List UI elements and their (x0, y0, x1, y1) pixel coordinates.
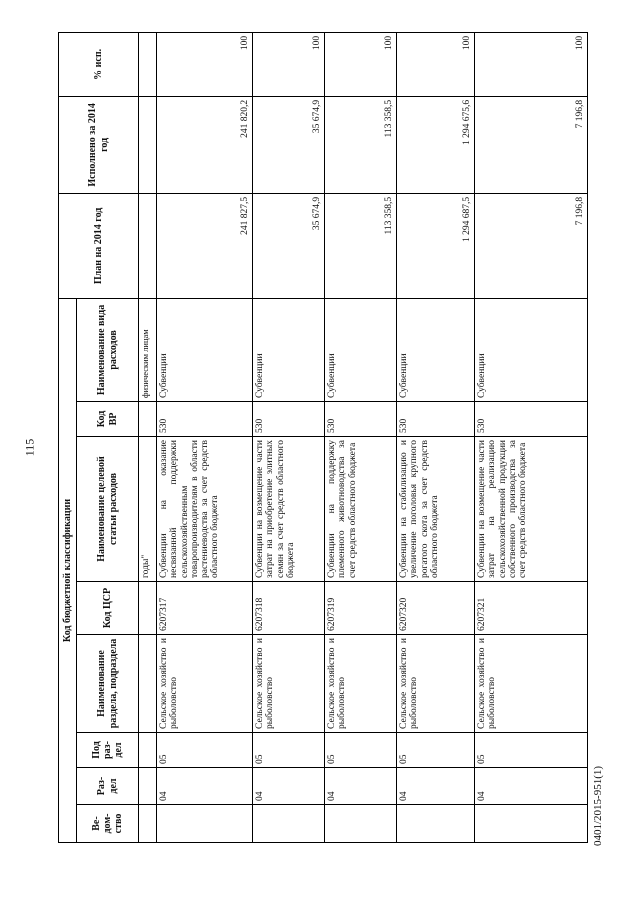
header-section-name: Наименование раздела, подраздела (77, 635, 139, 733)
table-row (475, 32, 588, 842)
cell-target-name: Субвенции на возмещение части затрат на приобретение элитных семян за счет средств областного бюджета (253, 437, 325, 582)
cell-podrazdel: 05 (325, 733, 397, 768)
cell-razdel: 04 (397, 768, 475, 805)
cell-vr-name: Субвенции (325, 298, 397, 401)
cell-vr-name: Субвенции (397, 298, 475, 401)
budget-execution-table (58, 32, 588, 843)
cell-vedomstvo (475, 805, 588, 843)
cell-executed: 113 358,5 (325, 96, 397, 193)
cell-razdel: 04 (157, 768, 253, 805)
table-row (397, 32, 475, 842)
cell-vedomstvo (397, 805, 475, 843)
cell-vr: 530 (475, 402, 588, 437)
cell-csr: 6207317 (157, 582, 253, 635)
cell-vedomstvo (253, 805, 325, 843)
cell-podrazdel: 05 (253, 733, 325, 768)
page-number: 115 (22, 438, 37, 457)
cell-vr: 530 (157, 402, 253, 437)
cell-podrazdel: 05 (397, 733, 475, 768)
cell-section-name: Сельское хозяйство и рыболовство (157, 635, 253, 733)
cell-plan: 35 674,9 (253, 193, 325, 298)
header-vr-name: Наименование вида расходов (77, 298, 139, 401)
cell-section-name: Сельское хозяйство и рыболовство (475, 635, 588, 733)
cell-percent: 100 (253, 32, 325, 96)
cell-csr: 6207321 (475, 582, 588, 635)
cell-razdel: 04 (475, 768, 588, 805)
cell-target-name: Субвенции на поддержку племенного животноводства за счет средств областного бюджета (325, 437, 397, 582)
cell-plan: 241 827,5 (157, 193, 253, 298)
cell-target-name: Субвенции на стабилизацию и увеличение поголовья крупного рогатого скота за счет средств областного бюджета (397, 437, 475, 582)
cell-razdel: 04 (253, 768, 325, 805)
cell-executed: 241 820,2 (157, 96, 253, 193)
cell-plan: 7 196,8 (475, 193, 588, 298)
budget-table-container (58, 33, 588, 843)
cell-vr-name: Субвенции (475, 298, 588, 401)
cell-plan: 113 358,5 (325, 193, 397, 298)
cell-percent: 100 (397, 32, 475, 96)
cell-vr: 530 (253, 402, 325, 437)
cell-podrazdel: 05 (475, 733, 588, 768)
header-podrazdel: Под раз- дел (77, 733, 139, 768)
header-vr: Код ВР (77, 402, 139, 437)
cell-target-name: Субвенции на возмещение части затрат на реализацию сельскохозяйственной продукции собственного производства за счет средств областного бюджета (475, 437, 588, 582)
cell-csr: 6207319 (325, 582, 397, 635)
table-row (325, 32, 397, 842)
header-razdel: Раз- дел (77, 768, 139, 805)
table-row (253, 32, 325, 842)
cell-executed: 7 196,8 (475, 96, 588, 193)
continuation-row (139, 32, 157, 842)
continuation-target-text: годы" (139, 437, 157, 582)
header-csr: Код ЦСР (77, 582, 139, 635)
cell-vr-name: Субвенции (253, 298, 325, 401)
cell-vedomstvo (157, 805, 253, 843)
cell-csr: 6207320 (397, 582, 475, 635)
document-code: 0401/2015-951(1) (592, 765, 604, 847)
cell-vr: 530 (325, 402, 397, 437)
cell-vr-name: Субвенции (157, 298, 253, 401)
table-row (157, 32, 253, 842)
continuation-vr-name-text: физическим лицам (139, 298, 157, 401)
header-percent: % исп. (59, 32, 139, 96)
header-classification-group: Код бюджетной классификации (59, 298, 77, 842)
cell-csr: 6207318 (253, 582, 325, 635)
cell-vr: 530 (397, 402, 475, 437)
cell-section-name: Сельское хозяйство и рыболовство (253, 635, 325, 733)
cell-razdel: 04 (325, 768, 397, 805)
cell-percent: 100 (157, 32, 253, 96)
cell-plan: 1 294 687,5 (397, 193, 475, 298)
header-target-name: Наименование целевой статьи расходов (77, 437, 139, 582)
header-vedomstvo: Ве- дом- ство (77, 805, 139, 843)
cell-target-name: Субвенции на оказание несвязанной поддержки сельскохозяйственным товаропроизводителям в области растениеводства за счет средств областного бюджета (157, 437, 253, 582)
cell-executed: 35 674,9 (253, 96, 325, 193)
cell-executed: 1 294 675,6 (397, 96, 475, 193)
cell-section-name: Сельское хозяйство и рыболовство (397, 635, 475, 733)
cell-percent: 100 (475, 32, 588, 96)
cell-percent: 100 (325, 32, 397, 96)
cell-podrazdel: 05 (157, 733, 253, 768)
header-plan: План на 2014 год (59, 193, 139, 298)
cell-section-name: Сельское хозяйство и рыболовство (325, 635, 397, 733)
cell-vedomstvo (325, 805, 397, 843)
header-executed: Исполнено за 2014 год (59, 96, 139, 193)
